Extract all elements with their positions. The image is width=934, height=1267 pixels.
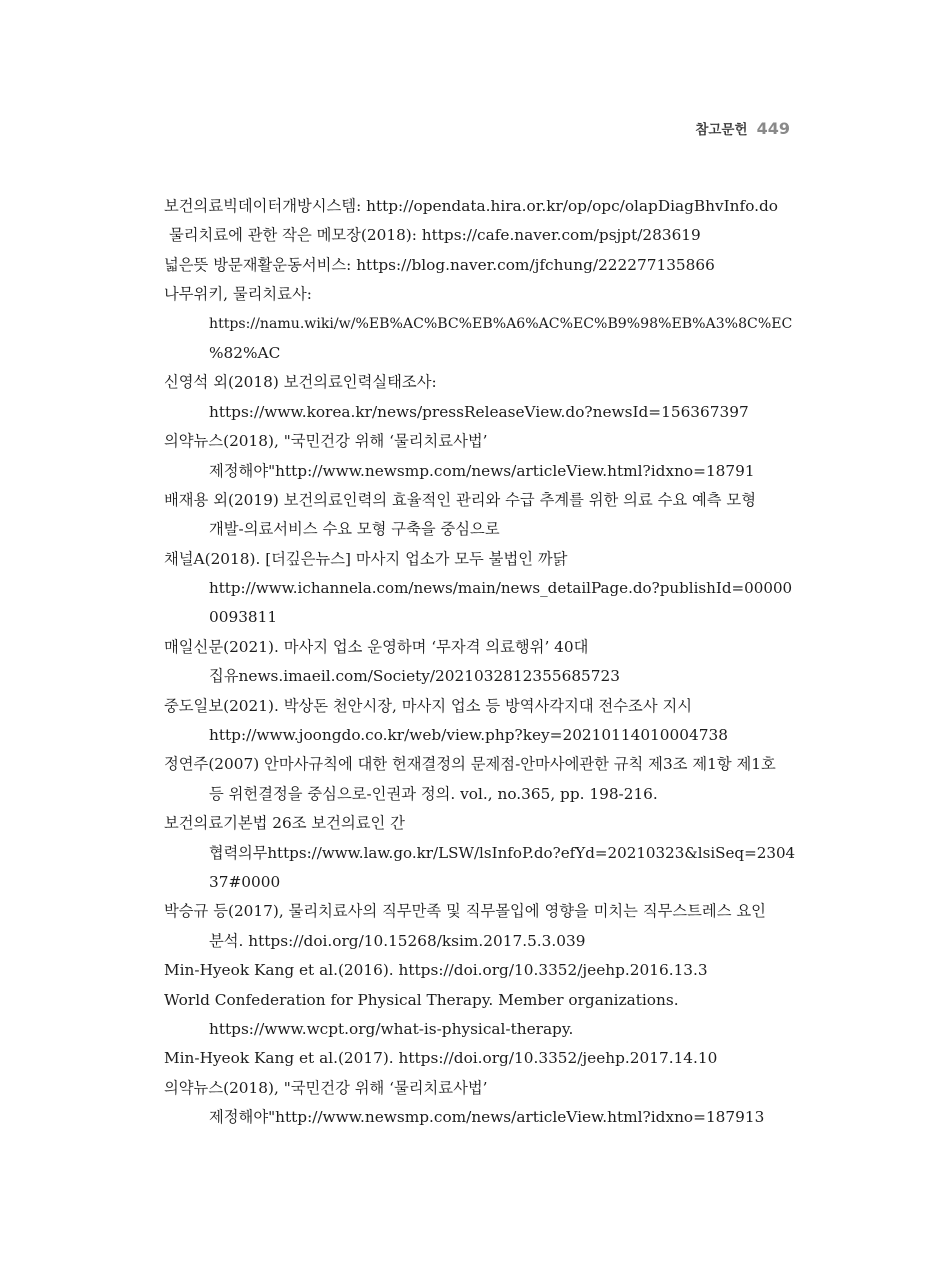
reference-continuation-line: 제정해야"http://www.newsmp.com/news/articleView.html?idxno=187913 — [209, 1108, 765, 1127]
reference-continuation-line: https://www.wcpt.org/what-is-physical-therapy. — [209, 1019, 574, 1038]
header-title: 참고문헌 — [695, 122, 748, 138]
reference-continuation-line: 0093811 — [209, 608, 278, 627]
page-number: 449 — [756, 119, 790, 138]
reference-entry-line: 의약뉴스(2018), "국민건강 위해 ‘물리치료사법’ — [164, 432, 488, 451]
reference-continuation-line: 37#0000 — [209, 872, 281, 891]
reference-entry-line: 물리치료에 관한 작은 메모장(2018): https://cafe.naver.com/psjpt/283619 — [169, 226, 701, 245]
reference-entry-line: 보건의료기본법 26조 보건의료인 간 — [164, 814, 405, 833]
reference-continuation-line: http://www.joongdo.co.kr/web/view.php?key=20210114010004738 — [209, 726, 728, 745]
reference-entry-line: 배재용 외(2019) 보건의료인력의 효율적인 관리와 수급 추계를 위한 의료 수요 예측 모형 — [164, 490, 756, 509]
reference-entry-line: 나무위키, 물리치료사: — [164, 285, 312, 304]
reference-continuation-line: 제정해야"http://www.newsmp.com/news/articleView.html?idxno=18791 — [209, 461, 755, 480]
reference-entry-line: 중도일보(2021). 박상돈 천안시장, 마사지 업소 등 방역사각지대 전수조사 지시 — [164, 696, 693, 715]
reference-list — [164, 192, 796, 1133]
reference-continuation-line: 분석. https://doi.org/10.15268/ksim.2017.5.3.039 — [209, 931, 586, 950]
reference-continuation-line: 집유news.imaeil.com/Society/2021032812355685723 — [209, 667, 620, 686]
reference-continuation-line: http://www.ichannela.com/news/main/news_detailPage.do?publishId=00000 — [209, 579, 793, 598]
reference-entry-line: 보건의료빅데이터개방시스템: http://opendata.hira.or.kr/op/opc/olapDiagBhvInfo.do — [164, 197, 778, 215]
reference-entry-line: Min-Hyeok Kang et al.(2016). https://doi.org/10.3352/jeehp.2016.13.3 — [164, 961, 708, 980]
reference-continuation-line: 개발-의료서비스 수요 모형 구축을 중심으로 — [209, 520, 500, 539]
reference-entry-line: 신영석 외(2018) 보건의료인력실태조사: — [164, 373, 437, 392]
reference-continuation-line: %82%AC — [209, 343, 281, 362]
reference-entry-line: 채널A(2018). [더깊은뉴스] 마사지 업소가 모두 불법인 까닭 — [164, 549, 568, 568]
reference-continuation-line: https://namu.wiki/w/%EB%AC%BC%EB%A6%AC%EC%B9%98%EB%A3%8C%EC — [209, 315, 793, 332]
reference-entry-line: World Confederation for Physical Therapy. Member organizations. — [164, 990, 679, 1009]
reference-continuation-line: https://www.korea.kr/news/pressReleaseView.do?newsId=156367397 — [209, 402, 749, 421]
reference-entry-line: 매일신문(2021). 마사지 업소 운영하며 ‘무자격 의료행위’ 40대 — [164, 637, 589, 656]
reference-entry-line: 넓은뜻 방문재활운동서비스: https://blog.naver.com/jfchung/222277135866 — [164, 255, 715, 274]
reference-entry-line: Min-Hyeok Kang et al.(2017). https://doi.org/10.3352/jeehp.2017.14.10 — [164, 1049, 718, 1068]
reference-continuation-line: 협력의무https://www.law.go.kr/LSW/lsInfoP.do?efYd=20210323&lsiSeq=2304 — [209, 843, 796, 862]
reference-entry-line: 정연주(2007) 안마사규칙에 대한 헌재결정의 문제점-안마사에관한 규칙 제3조 제1항 제1호 — [164, 755, 776, 774]
reference-entry-line: 의약뉴스(2018), "국민건강 위해 ‘물리치료사법’ — [164, 1078, 488, 1097]
reference-continuation-line: 등 위헌결정을 중심으로-인권과 정의. vol., no.365, pp. 198-216. — [209, 784, 658, 803]
running-header — [695, 118, 790, 141]
reference-entry-line: 박승규 등(2017), 물리치료사의 직무만족 및 직무몰입에 영향을 미치는 직무스트레스 요인 — [164, 902, 766, 921]
